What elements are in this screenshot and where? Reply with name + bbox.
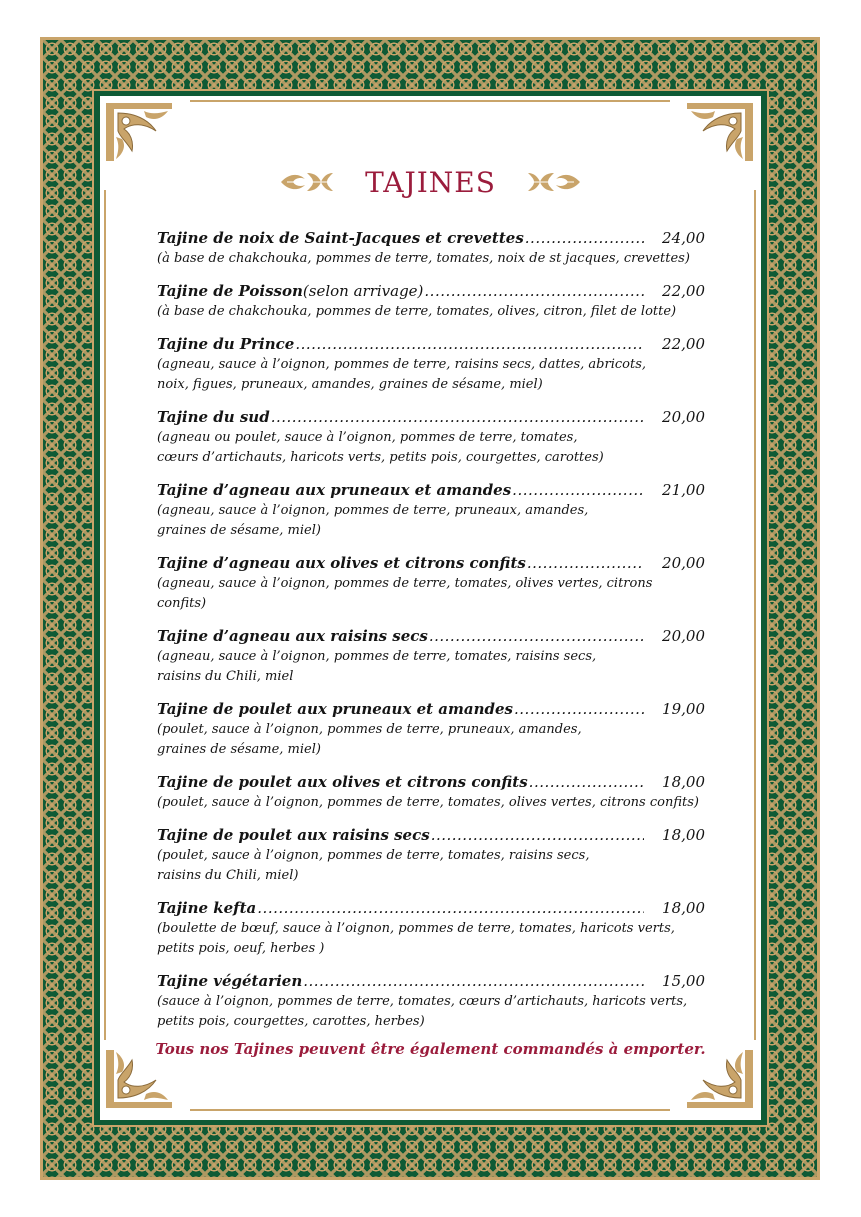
menu-item (157, 407, 705, 468)
item-name: Tajine de poulet aux pruneaux et amandes (157, 700, 514, 718)
item-description: (poulet, sauce à l’oignon, pommes de terre, pruneaux, amandes, graines de sésame, miel) (157, 722, 582, 757)
page-title: TAJINES (365, 165, 496, 199)
dot-leader (303, 971, 644, 992)
item-name: Tajine d’agneau aux raisins secs (157, 627, 428, 645)
menu-item (157, 772, 705, 813)
item-name: Tajine kefta (157, 899, 257, 917)
dot-leader (429, 626, 644, 647)
item-description: (sauce à l’oignon, pommes de terre, tomates, cœurs d’artichauts, haricots verts, petits pois, courgettes, carottes, herbes) (157, 994, 688, 1029)
menu-item (157, 898, 705, 959)
dot-leader (525, 228, 644, 249)
item-name: Tajine de Poisson (157, 282, 303, 300)
dot-leader (514, 699, 644, 720)
item-description: (poulet, sauce à l’oignon, pommes de terre, tomates, olives vertes, citrons confits) (157, 795, 699, 810)
item-price: 18,00 (662, 899, 705, 917)
dot-leader (431, 825, 644, 846)
item-description: (à base de chakchouka, pommes de terre, tomates, olives, citron, filet de lotte) (157, 304, 677, 319)
item-description: (à base de chakchouka, pommes de terre, tomates, noix de st jacques, crevettes) (157, 251, 690, 266)
item-name: Tajine de noix de Saint-Jacques et crevettes (157, 229, 524, 247)
menu-item (157, 699, 705, 760)
menu-list (157, 228, 705, 1032)
item-name: Tajine d’agneau aux olives et citrons confits (157, 554, 526, 572)
item-name: Tajine du Prince (157, 335, 295, 353)
menu-item (157, 626, 705, 687)
item-price: 20,00 (662, 554, 705, 572)
menu-item (157, 281, 705, 322)
title-row (0, 160, 861, 204)
item-description: (agneau ou poulet, sauce à l’oignon, pommes de terre, tomates, cœurs d’artichauts, haricots verts, petits pois, courgettes, carottes) (157, 430, 604, 465)
menu-item (157, 825, 705, 886)
item-name: Tajine de poulet aux olives et citrons confits (157, 773, 528, 791)
item-description: (agneau, sauce à l’oignon, pommes de terre, raisins secs, dattes, abricots, noix, figues, pruneaux, amandes, graines de sésame, miel) (157, 357, 647, 392)
menu-item (157, 228, 705, 269)
item-price: 22,00 (662, 335, 705, 353)
flourish-right-icon (526, 169, 582, 195)
dot-leader (271, 407, 644, 428)
takeaway-note: Tous nos Tajines peuvent être également commandés à emporter. (155, 1040, 706, 1058)
item-name: Tajine d’agneau aux pruneaux et amandes (157, 481, 512, 499)
dot-leader (529, 772, 644, 793)
dot-leader (295, 334, 644, 355)
item-name: Tajine végétarien (157, 972, 303, 990)
item-note: (selon arrivage) (302, 282, 424, 300)
menu-item (157, 971, 705, 1032)
item-price: 24,00 (662, 229, 705, 247)
item-description: (agneau, sauce à l’oignon, pommes de terre, tomates, olives vertes, citrons confits) (157, 576, 653, 611)
flourish-left-icon (279, 169, 335, 195)
dot-leader (512, 480, 644, 501)
item-price: 20,00 (662, 408, 705, 426)
menu-item (157, 480, 705, 541)
item-price: 15,00 (662, 972, 705, 990)
item-price: 18,00 (662, 826, 705, 844)
item-description: (agneau, sauce à l’oignon, pommes de terre, tomates, raisins secs, raisins du Chili, miel (157, 649, 597, 684)
menu-item (157, 553, 705, 614)
gold-rule-right (754, 190, 756, 1040)
dot-leader (424, 281, 644, 302)
item-name: Tajine du sud (157, 408, 270, 426)
gold-rule-bottom (190, 1109, 670, 1111)
corner-ornament-icon (685, 101, 755, 163)
item-price: 19,00 (662, 700, 705, 718)
menu-item (157, 334, 705, 395)
item-description: (boulette de bœuf, sauce à l’oignon, pommes de terre, tomates, haricots verts, petits pois, oeuf, herbes ) (157, 921, 675, 956)
item-price: 20,00 (662, 627, 705, 645)
item-name: Tajine de poulet aux raisins secs (157, 826, 430, 844)
gold-rule-left (104, 190, 106, 1040)
item-description: (agneau, sauce à l’oignon, pommes de terre, pruneaux, amandes, graines de sésame, miel) (157, 503, 589, 538)
dot-leader (257, 898, 644, 919)
item-price: 22,00 (662, 282, 705, 300)
item-description: (poulet, sauce à l’oignon, pommes de terre, tomates, raisins secs, raisins du Chili, miel) (157, 848, 590, 883)
gold-rule-top (190, 100, 670, 102)
item-price: 21,00 (662, 481, 705, 499)
dot-leader (527, 553, 644, 574)
corner-ornament-icon (104, 101, 174, 163)
item-price: 18,00 (662, 773, 705, 791)
